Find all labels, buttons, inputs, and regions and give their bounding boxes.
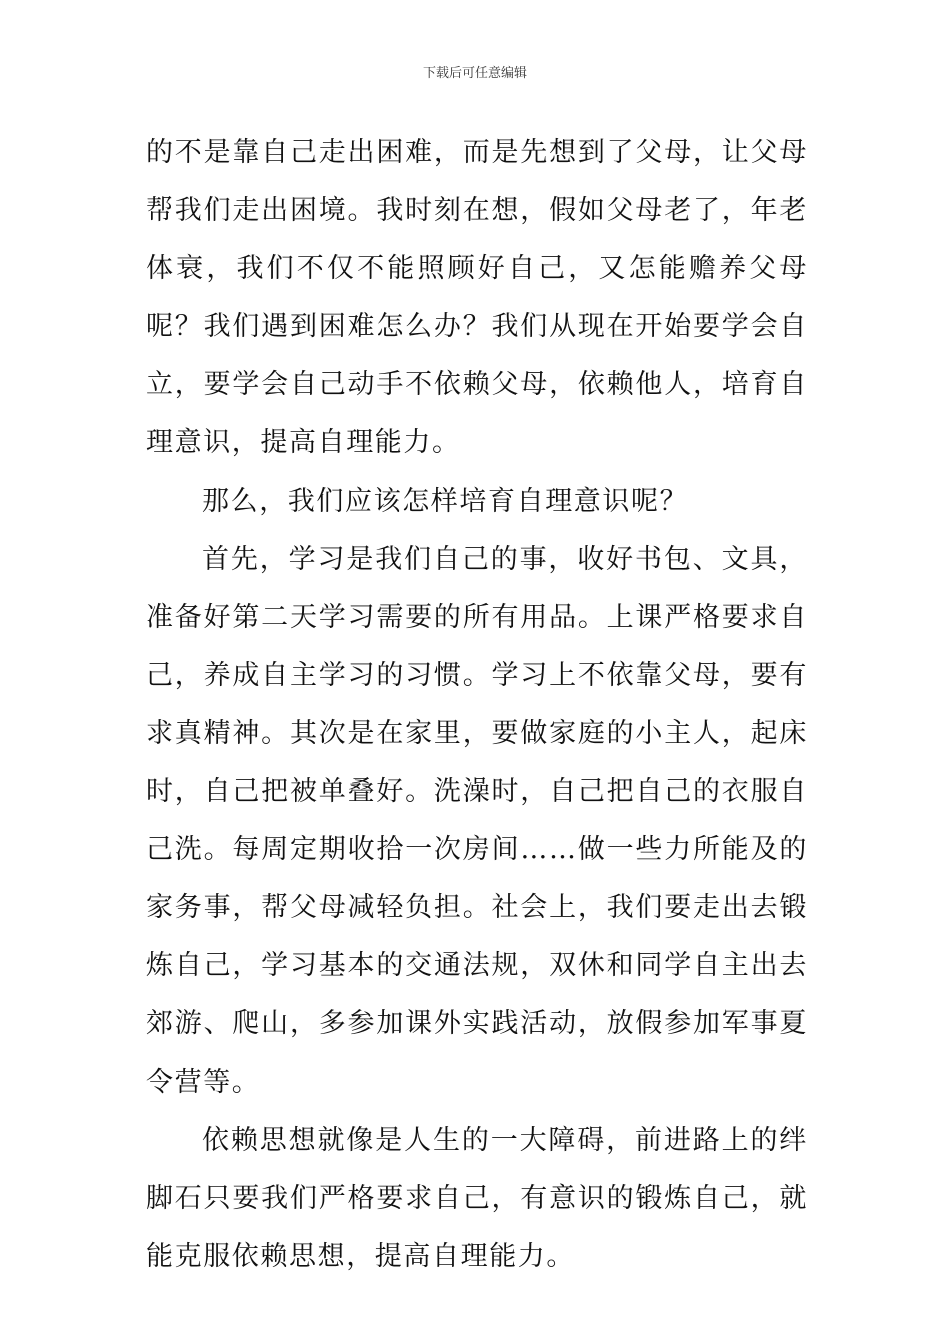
document-body xyxy=(146,124,808,1286)
paragraph-3: 首先，学习是我们自己的事，收好书包、文具，准备好第二天学习需要的所有用品。上课严格要求自己，养成自主学习的习惯。学习上不依靠父母，要有求真精神。其次是在家里，要做家庭的小主人，起床时，自己把被单叠好。洗澡时，自己把自己的衣服自己洗。每周定期收拾一次房间……做一些力所能及的家务事，帮父母减轻负担。社会上，我们要走出去锻炼自己，学习基本的交通法规，双休和同学自主出去郊游、爬山，多参加课外实践活动，放假参加军事夏令营等。 xyxy=(146,543,808,1098)
paragraph-2: 那么，我们应该怎样培育自理意识呢？ xyxy=(202,485,689,517)
paragraph-4: 依赖思想就像是人生的一大障碍，前进路上的绊脚石只要我们严格要求自己，有意识的锻炼自己，就能克服依赖思想，提高自理能力。 xyxy=(146,1124,808,1272)
page-header-note: 下载后可任意编辑 xyxy=(422,66,527,81)
paragraph-1: 的不是靠自己走出困难，而是先想到了父母，让父母帮我们走出困境。我时刻在想，假如父母老了，年老体衰，我们不仅不能照顾好自己，又怎能赡养父母呢？我们遇到困难怎么办？我们从现在开始要学会自立，要学会自己动手不依赖父母，依赖他人，培育自理意识，提高自理能力。 xyxy=(146,137,808,459)
